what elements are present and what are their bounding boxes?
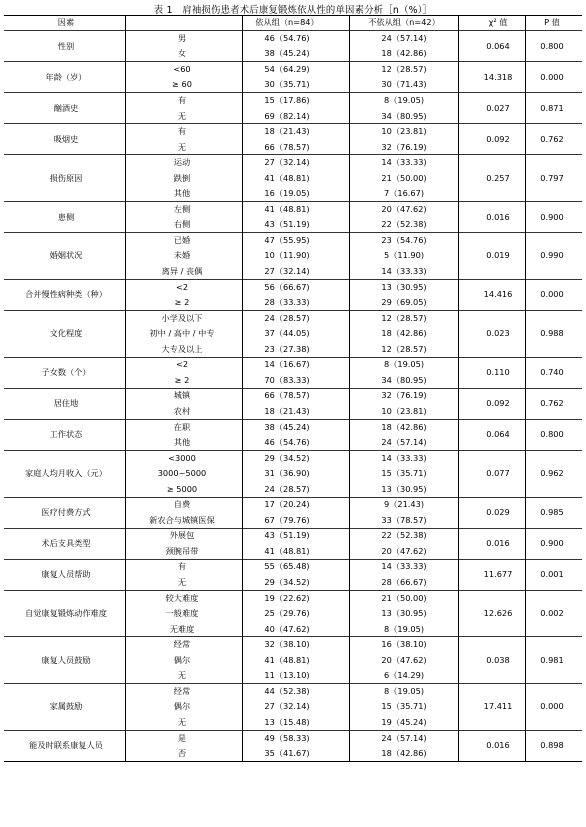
factor-label: 术后支具类型 [41, 538, 91, 549]
p-value: 0.962 [540, 468, 564, 479]
subcategory-label: 离异 / 丧偶 [161, 266, 203, 277]
compliant-group-value: 67（79.76) [264, 514, 310, 525]
subcategory-label: 新农合与城镇医保 [149, 514, 215, 525]
subcategory-label: 其他 [173, 437, 191, 448]
noncompliant-group-value: 13（30.95) [381, 281, 427, 292]
compliant-group-value: 23（27.38) [264, 343, 310, 354]
compliant-group-value: 18（21.43) [264, 405, 310, 416]
noncompliant-group-value: 24（57.14) [381, 32, 427, 43]
row-rule [4, 636, 582, 637]
factor-label: 性别 [57, 40, 75, 51]
compliant-group-value: 30（35.71) [264, 79, 310, 90]
chi-square-value: 12.626 [483, 608, 513, 619]
chi-square-value: 11.677 [483, 569, 513, 580]
table-top-rule [4, 15, 582, 16]
noncompliant-group-value: 12（28.57) [381, 312, 427, 323]
row-rule [4, 590, 582, 591]
noncompliant-group-value: 19（45.24) [381, 716, 427, 727]
compliant-group-value: 35（41.67) [264, 748, 310, 759]
noncompliant-group-value: 30（71.43) [381, 79, 427, 90]
compliant-group-value: 15（17.86) [264, 94, 310, 105]
chi-square-value: 0.019 [486, 250, 510, 261]
subcategory-label: 3000~5000 [157, 468, 207, 479]
subcategory-label: 经常 [173, 639, 191, 650]
row-rule [4, 310, 582, 311]
subcategory-label: 经常 [173, 685, 191, 696]
header-cell: 依从组（n=84） [255, 17, 319, 27]
noncompliant-group-value: 9（21.43) [383, 499, 425, 510]
compliant-group-value: 10（11.90) [264, 250, 310, 261]
compliant-group-value: 32（38.10) [264, 639, 310, 650]
p-value: 0.762 [540, 133, 564, 144]
chi-square-value: 0.023 [486, 328, 510, 339]
row-rule [4, 761, 582, 762]
noncompliant-group-value: 18（42.86) [381, 421, 427, 432]
row-rule [4, 683, 582, 684]
compliant-group-value: 43（51.19) [264, 530, 310, 541]
row-rule [4, 497, 582, 498]
subcategory-label: 跌倒 [173, 172, 191, 183]
factor-label: 吸烟史 [53, 133, 79, 144]
column-rule [125, 15, 126, 761]
noncompliant-group-value: 8（19.05) [383, 685, 425, 696]
chi-square-value: 0.029 [486, 507, 510, 518]
noncompliant-group-value: 12（28.57) [381, 343, 427, 354]
subcategory-label: 无 [177, 110, 187, 121]
subcategory-label: 无 [177, 670, 187, 681]
row-rule [4, 279, 582, 280]
chi-square-value: 14.318 [483, 71, 513, 82]
compliant-group-value: 56（66.67) [264, 281, 310, 292]
subcategory-label: 有 [177, 561, 187, 572]
compliant-group-value: 69（82.14) [264, 110, 310, 121]
factor-label: 婚姻状况 [49, 250, 83, 261]
column-rule [242, 15, 243, 761]
compliant-group-value: 46（54.76) [264, 437, 310, 448]
row-rule [4, 61, 582, 62]
compliant-group-value: 13（15.48) [264, 716, 310, 727]
factor-label: 年龄（岁） [45, 71, 87, 82]
factor-label: 居住地 [53, 398, 79, 409]
chi-square-value: 0.092 [486, 133, 510, 144]
noncompliant-group-value: 15（35.71) [381, 701, 427, 712]
subcategory-label: 运动 [173, 157, 191, 168]
noncompliant-group-value: 24（57.14) [381, 732, 427, 743]
p-value: 0.762 [540, 398, 564, 409]
subcategory-label: 右侧 [173, 219, 191, 230]
compliant-group-value: 55（65.48) [264, 561, 310, 572]
noncompliant-group-value: 32（76.19) [381, 390, 427, 401]
factor-label: 工作状态 [49, 429, 83, 440]
subcategory-label: 在职 [173, 421, 191, 432]
p-value: 0.797 [540, 172, 564, 183]
compliant-group-value: 28（33.33) [264, 297, 310, 308]
factor-label: 康复人员帮助 [41, 569, 91, 580]
subcategory-label: 一般难度 [165, 608, 199, 619]
row-rule [4, 357, 582, 358]
chi-square-value: 0.064 [486, 40, 510, 51]
noncompliant-group-value: 28（66.67) [381, 577, 427, 588]
subcategory-label: ≥ 60 [172, 79, 192, 90]
compliant-group-value: 19（22.62) [264, 592, 310, 603]
noncompliant-group-value: 18（42.86) [381, 328, 427, 339]
compliant-group-value: 27（32.14) [264, 157, 310, 168]
factor-label: 家属鼓励 [49, 701, 83, 712]
p-value: 0.898 [540, 740, 564, 751]
subcategory-label: ≥ 5000 [166, 483, 198, 494]
subcategory-label: 有 [177, 126, 187, 137]
chi-square-value: 0.077 [486, 468, 510, 479]
subcategory-label: ≥ 2 [174, 374, 190, 385]
noncompliant-group-value: 18（42.86) [381, 48, 427, 59]
compliant-group-value: 40（47.62) [264, 623, 310, 634]
p-value: 0.002 [540, 608, 564, 619]
row-rule [4, 154, 582, 155]
factor-label: 医疗付费方式 [41, 507, 91, 518]
p-value: 0.900 [540, 538, 564, 549]
subcategory-label: 无 [177, 577, 187, 588]
p-value: 0.001 [540, 569, 564, 580]
noncompliant-group-value: 21（50.00) [381, 592, 427, 603]
row-rule [4, 201, 582, 202]
subcategory-label: 无难度 [169, 623, 195, 634]
chi-square-value: 0.064 [486, 429, 510, 440]
subcategory-label: 女 [177, 48, 187, 59]
noncompliant-group-value: 29（69.05) [381, 297, 427, 308]
chi-square-value: 0.016 [486, 211, 510, 222]
factor-label: 家庭人均月收入（元） [25, 468, 107, 479]
subcategory-label: 大专及以上 [161, 343, 203, 354]
subcategory-label: 城镇 [173, 390, 191, 401]
row-rule [4, 92, 582, 93]
subcategory-label: <2 [175, 359, 189, 370]
compliant-group-value: 41（48.81) [264, 203, 310, 214]
compliant-group-value: 14（16.67) [264, 359, 310, 370]
compliant-group-value: 11（13.10) [264, 670, 310, 681]
compliant-group-value: 31（36.90) [264, 468, 310, 479]
row-rule [4, 559, 582, 560]
compliant-group-value: 18（21.43) [264, 126, 310, 137]
compliant-group-value: 49（58.33) [264, 732, 310, 743]
p-value: 0.990 [540, 250, 564, 261]
subcategory-label: 左侧 [173, 203, 191, 214]
column-rule [458, 15, 459, 761]
noncompliant-group-value: 20（47.62) [381, 654, 427, 665]
compliant-group-value: 27（32.14) [264, 701, 310, 712]
header-rule [4, 30, 582, 31]
subcategory-label: 未婚 [173, 250, 191, 261]
subcategory-label: <3000 [168, 452, 196, 463]
row-rule [4, 419, 582, 420]
compliant-group-value: 70（83.33) [264, 374, 310, 385]
subcategory-label: <2 [175, 281, 189, 292]
column-rule [525, 15, 526, 761]
p-value: 0.000 [540, 289, 564, 300]
chi-square-value: 0.257 [486, 172, 510, 183]
noncompliant-group-value: 7（16.67) [383, 188, 425, 199]
header-cell: P 值 [544, 17, 560, 27]
subcategory-label: 初中 / 高中 / 中专 [149, 328, 215, 339]
noncompliant-group-value: 14（33.33) [381, 452, 427, 463]
subcategory-label: 是 [177, 732, 187, 743]
subcategory-label: 有 [177, 94, 187, 105]
noncompliant-group-value: 16（38.10) [381, 639, 427, 650]
column-rule [349, 15, 350, 761]
row-rule [4, 730, 582, 731]
header-cell: 不依从组（n=42） [368, 17, 440, 27]
p-value: 0.800 [540, 40, 564, 51]
compliant-group-value: 41（48.81) [264, 654, 310, 665]
subcategory-label: 小学及以下 [161, 312, 203, 323]
compliant-group-value: 38（45.24) [264, 421, 310, 432]
compliant-group-value: 16（19.05) [264, 188, 310, 199]
compliant-group-value: 24（28.57) [264, 312, 310, 323]
row-rule [4, 388, 582, 389]
subcategory-label: ≥ 2 [174, 297, 190, 308]
factor-label: 子女数（个） [41, 367, 91, 378]
noncompliant-group-value: 5（11.90) [383, 250, 425, 261]
compliant-group-value: 66（78.57) [264, 141, 310, 152]
noncompliant-group-value: 23（54.76) [381, 234, 427, 245]
compliant-group-value: 44（52.38) [264, 685, 310, 696]
p-value: 0.988 [540, 328, 564, 339]
subcategory-label: 无 [177, 716, 187, 727]
chi-square-value: 14.416 [483, 289, 513, 300]
factor-label: 康复人员鼓励 [41, 654, 91, 665]
noncompliant-group-value: 20（47.62) [381, 545, 427, 556]
compliant-group-value: 41（48.81) [264, 545, 310, 556]
noncompliant-group-value: 33（78.57) [381, 514, 427, 525]
subcategory-label: 农村 [173, 405, 191, 416]
noncompliant-group-value: 18（42.86) [381, 748, 427, 759]
row-rule [4, 450, 582, 451]
noncompliant-group-value: 6（14.29) [383, 670, 425, 681]
noncompliant-group-value: 15（35.71) [381, 468, 427, 479]
row-rule [4, 123, 582, 124]
factor-label: 损伤原因 [49, 172, 83, 183]
noncompliant-group-value: 13（30.95) [381, 483, 427, 494]
header-cell: 因素 [57, 17, 75, 27]
noncompliant-group-value: 14（33.33) [381, 561, 427, 572]
noncompliant-group-value: 24（57.14) [381, 437, 427, 448]
compliant-group-value: 66（78.57) [264, 390, 310, 401]
subcategory-label: <60 [173, 63, 191, 74]
p-value: 0.800 [540, 429, 564, 440]
p-value: 0.985 [540, 507, 564, 518]
noncompliant-group-value: 10（23.81) [381, 405, 427, 416]
subcategory-label: 较大难度 [165, 592, 199, 603]
compliant-group-value: 27（32.14) [264, 266, 310, 277]
noncompliant-group-value: 22（52.38) [381, 530, 427, 541]
subcategory-label: 已婚 [173, 234, 191, 245]
subcategory-label: 颈腕吊带 [165, 545, 199, 556]
p-value: 0.740 [540, 367, 564, 378]
compliant-group-value: 43（51.19) [264, 219, 310, 230]
table-title: 表 1 肩袖损伤患者术后康复锻炼依从性的单因素分析［n（%）］ [153, 5, 433, 16]
chi-square-value: 0.092 [486, 398, 510, 409]
chi-square-value: 0.027 [486, 102, 510, 113]
noncompliant-group-value: 14（33.33) [381, 266, 427, 277]
row-rule [4, 232, 582, 233]
noncompliant-group-value: 14（33.33) [381, 157, 427, 168]
noncompliant-group-value: 21（50.00) [381, 172, 427, 183]
p-value: 0.000 [540, 71, 564, 82]
factor-label: 合并慢性病种类（种） [25, 289, 107, 300]
p-value: 0.900 [540, 211, 564, 222]
noncompliant-group-value: 22（52.38) [381, 219, 427, 230]
p-value: 0.981 [540, 654, 564, 665]
compliant-group-value: 25（29.76) [264, 608, 310, 619]
factor-label: 文化程度 [49, 328, 83, 339]
univariate-analysis-table [4, 15, 582, 761]
subcategory-label: 外展包 [169, 530, 195, 541]
compliant-group-value: 37（44.05) [264, 328, 310, 339]
noncompliant-group-value: 8（19.05) [383, 623, 425, 634]
row-rule [4, 528, 582, 529]
compliant-group-value: 17（20.24) [264, 499, 310, 510]
factor-label: 患侧 [57, 211, 75, 222]
chi-square-value: 0.110 [486, 367, 510, 378]
compliant-group-value: 29（34.52) [264, 577, 310, 588]
factor-label: 酗酒史 [53, 102, 79, 113]
factor-label: 自觉康复锻炼动作难度 [25, 608, 107, 619]
chi-square-value: 17.411 [483, 701, 513, 712]
chi-square-value: 0.016 [486, 740, 510, 751]
subcategory-label: 无 [177, 141, 187, 152]
chi-square-value: 0.016 [486, 538, 510, 549]
subcategory-label: 偶尔 [173, 654, 191, 665]
subcategory-label: 偶尔 [173, 701, 191, 712]
noncompliant-group-value: 32（76.19) [381, 141, 427, 152]
p-value: 0.871 [540, 102, 564, 113]
noncompliant-group-value: 34（80.95) [381, 374, 427, 385]
chi-square-value: 0.038 [486, 654, 510, 665]
compliant-group-value: 46（54.76) [264, 32, 310, 43]
subcategory-label: 自费 [173, 499, 191, 510]
subcategory-label: 否 [177, 748, 187, 759]
noncompliant-group-value: 12（28.57) [381, 63, 427, 74]
noncompliant-group-value: 8（19.05) [383, 94, 425, 105]
noncompliant-group-value: 8（19.05) [383, 359, 425, 370]
header-cell: χ² 值 [488, 17, 508, 27]
compliant-group-value: 41（48.81) [264, 172, 310, 183]
compliant-group-value: 38（45.24) [264, 48, 310, 59]
compliant-group-value: 47（55.95) [264, 234, 310, 245]
p-value: 0.000 [540, 701, 564, 712]
noncompliant-group-value: 20（47.62) [381, 203, 427, 214]
subcategory-label: 男 [177, 32, 187, 43]
factor-label: 能及时联系康复人员 [29, 740, 103, 751]
noncompliant-group-value: 34（80.95) [381, 110, 427, 121]
compliant-group-value: 24（28.57) [264, 483, 310, 494]
compliant-group-value: 29（34.52) [264, 452, 310, 463]
compliant-group-value: 54（64.29) [264, 63, 310, 74]
subcategory-label: 其他 [173, 188, 191, 199]
noncompliant-group-value: 13（30.95) [381, 608, 427, 619]
noncompliant-group-value: 10（23.81) [381, 126, 427, 137]
